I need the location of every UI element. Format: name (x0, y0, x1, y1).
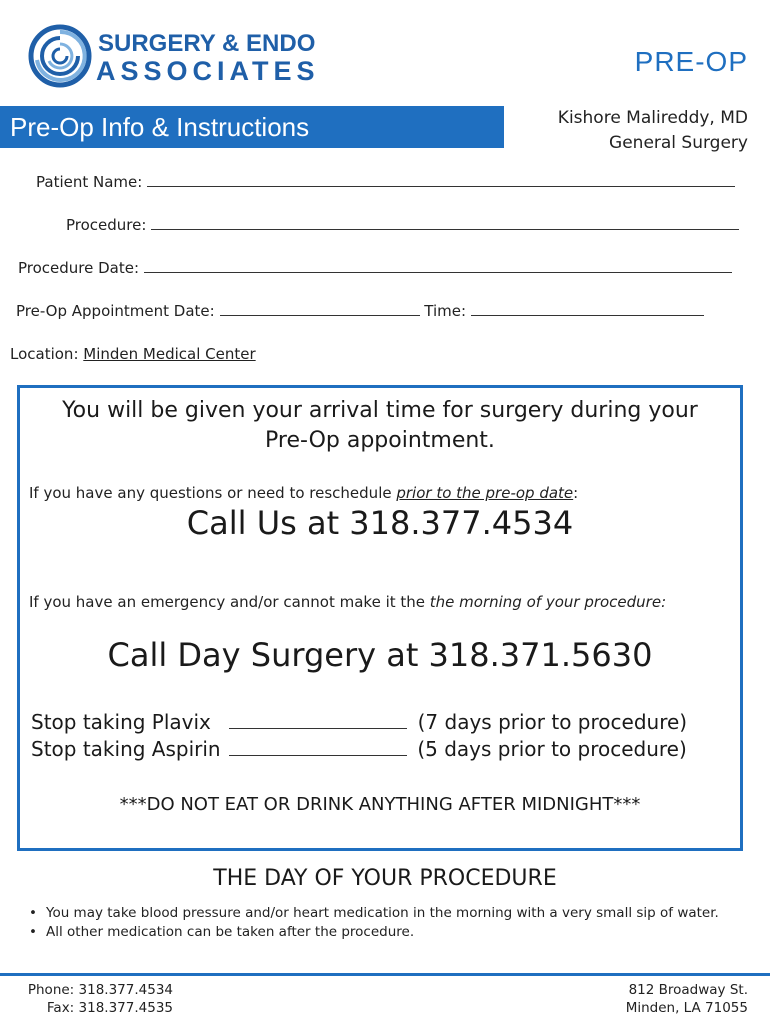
questions-text-end: : (573, 484, 579, 502)
procedure-date-label: Procedure Date: (18, 259, 140, 277)
stop-aspirin-date-field[interactable] (229, 739, 407, 756)
day-of-procedure-list (26, 904, 746, 942)
call-day-surgery-phone: Call Day Surgery at 318.371.5630 (107, 636, 653, 674)
questions-text-emphasis: prior to the pre-op date (396, 484, 574, 502)
bullet-icon: • (29, 924, 37, 940)
appointment-date-label: Pre-Op Appointment Date: (16, 302, 215, 320)
list-item (26, 904, 746, 922)
page-title: Pre-Op Info & Instructions (10, 112, 310, 142)
doctor-specialty: General Surgery (609, 133, 748, 153)
list-item (26, 923, 746, 941)
call-us-phone: Call Us at 318.377.4534 (186, 504, 574, 542)
footer-address-line1: 812 Broadway St. (628, 982, 748, 998)
swirl-logo-icon (28, 24, 92, 88)
patient-name-label: Patient Name: (36, 173, 143, 191)
location-label: Location: (10, 345, 79, 363)
day-of-procedure-heading: THE DAY OF YOUR PROCEDURE (213, 866, 557, 891)
procedure-date-row (18, 258, 732, 277)
time-label: Time: (424, 302, 467, 320)
stop-aspirin-note: (5 days prior to procedure) (417, 737, 687, 761)
footer-phone: Phone: 318.377.4534 (27, 982, 173, 998)
company-logo (28, 22, 318, 92)
stop-aspirin-label: Stop taking Aspirin (31, 737, 221, 761)
emergency-text-emphasis: the morning of your procedure: (429, 593, 667, 611)
emergency-text (29, 592, 709, 613)
list-item-text: You may take blood pressure and/or heart medication in the morning with a very small sip of water. (46, 905, 719, 921)
doctor-name: Kishore Malireddy, MD (557, 108, 748, 128)
document-type-label: PRE-OP (634, 46, 748, 77)
footer-address (626, 981, 748, 1017)
time-field[interactable] (471, 301, 704, 316)
questions-text-main: If you have any questions or need to reschedule (29, 484, 397, 502)
patient-name-row (36, 172, 735, 191)
stop-plavix-label: Stop taking Plavix (31, 710, 211, 734)
stop-plavix-note: (7 days prior to procedure) (417, 710, 688, 734)
procedure-date-field[interactable] (144, 258, 732, 273)
appointment-date-field[interactable] (220, 301, 420, 316)
info-box (17, 385, 743, 851)
fasting-warning: ***DO NOT EAT OR DRINK ANYTHING AFTER MIDNIGHT*** (119, 794, 641, 815)
location-row (10, 345, 256, 363)
arrival-time-notice: You will be given your arrival time for surgery during your Pre-Op appointment. (62, 398, 698, 453)
footer-contact (18, 981, 173, 1017)
procedure-row (66, 215, 739, 234)
procedure-field[interactable] (151, 215, 739, 230)
list-item-text: All other medication can be taken after the procedure. (46, 924, 415, 940)
emergency-text-main: If you have an emergency and/or cannot make it the (29, 593, 430, 611)
stop-plavix-row (31, 710, 687, 734)
location-value: Minden Medical Center (83, 345, 256, 363)
logo-text-line1: SURGERY & ENDO (98, 30, 316, 57)
appointment-row (16, 301, 704, 320)
footer-address-line2: Minden, LA 71055 (625, 1000, 748, 1016)
footer-fax: Fax: 318.377.4535 (46, 1000, 173, 1016)
logo-text-line2: ASSOCIATES (96, 56, 320, 86)
title-bar (0, 106, 504, 148)
footer-divider (0, 973, 770, 976)
stop-aspirin-row (31, 737, 687, 761)
stop-plavix-date-field[interactable] (229, 712, 407, 729)
questions-text (29, 484, 578, 502)
procedure-label: Procedure: (66, 216, 147, 234)
patient-name-field[interactable] (147, 172, 735, 187)
doctor-info (558, 106, 748, 156)
bullet-icon: • (29, 905, 37, 921)
